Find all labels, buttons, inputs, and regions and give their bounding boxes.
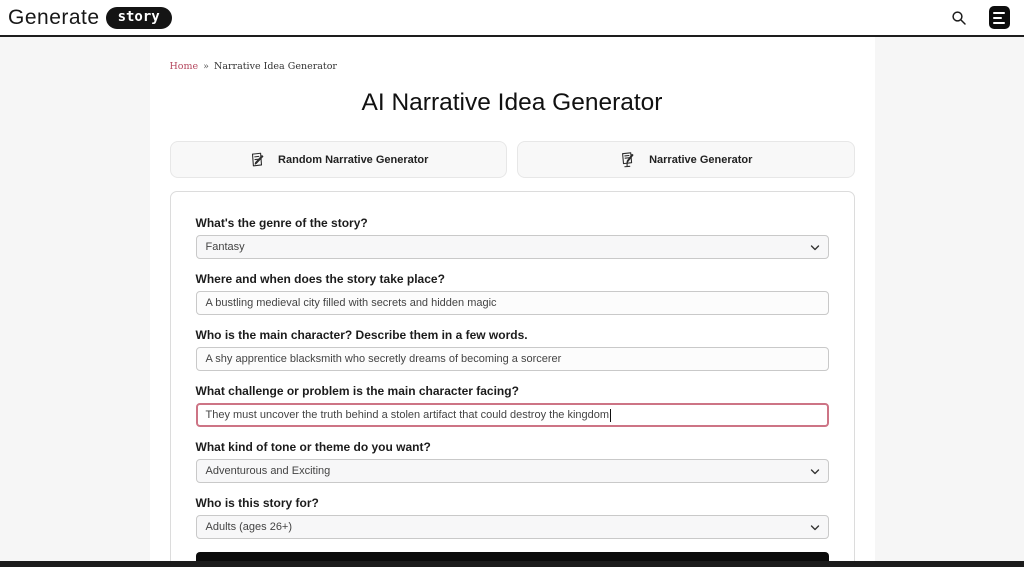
narrative-form <box>170 191 855 567</box>
tab-random-narrative-generator[interactable] <box>170 141 508 178</box>
setting-label: Where and when does the story take place? <box>195 272 445 286</box>
header-actions <box>951 6 1010 29</box>
audience-label: Who is this story for? <box>195 496 319 510</box>
field-character <box>196 328 829 371</box>
site-logo[interactable] <box>8 6 172 30</box>
breadcrumb-home-link[interactable]: Home <box>169 61 199 72</box>
field-challenge <box>196 384 829 427</box>
tab-narrative-generator[interactable] <box>517 141 855 178</box>
search-icon[interactable] <box>951 10 967 26</box>
genre-select-value: Fantasy <box>205 241 245 253</box>
character-label: Who is the main character? Describe them in a few words. <box>195 328 528 342</box>
window-bottom-edge <box>0 561 1024 567</box>
breadcrumb <box>170 61 855 72</box>
page-title: AI Narrative Idea Generator <box>361 89 663 116</box>
document-pen-icon <box>619 151 637 169</box>
genre-select[interactable] <box>196 235 829 259</box>
character-input[interactable] <box>196 347 829 371</box>
challenge-input-value: They must uncover the truth behind a stolen artifact that could destroy the kingdom <box>205 409 610 421</box>
audience-select[interactable] <box>196 515 829 539</box>
generator-tabs <box>170 141 855 178</box>
audience-select-value: Adults (ages 26+) <box>205 521 293 533</box>
field-audience <box>196 496 829 539</box>
logo-story-badge: story <box>106 7 172 29</box>
tone-label: What kind of tone or theme do you want? <box>195 440 431 454</box>
logo-text: Generate <box>8 5 100 29</box>
field-genre <box>196 216 829 259</box>
tone-select[interactable] <box>196 459 829 483</box>
setting-input[interactable] <box>196 291 829 315</box>
tab-label: Narrative Generator <box>649 153 753 166</box>
field-setting <box>196 272 829 315</box>
chevron-down-icon <box>810 523 820 533</box>
field-tone <box>196 440 829 483</box>
genre-label: What's the genre of the story? <box>195 216 368 230</box>
tab-label: Random Narrative Generator <box>278 153 429 166</box>
content-column <box>150 37 875 567</box>
challenge-input[interactable] <box>196 403 829 427</box>
menu-icon[interactable] <box>989 6 1010 29</box>
setting-input-value: A bustling medieval city filled with secrets and hidden magic <box>205 297 497 309</box>
text-cursor <box>610 409 611 422</box>
site-header <box>0 0 1024 37</box>
character-input-value: A shy apprentice blacksmith who secretly dreams of becoming a sorcerer <box>205 353 562 365</box>
breadcrumb-current: Narrative Idea Generator <box>214 61 337 72</box>
note-pencil-icon <box>248 151 266 169</box>
page-background <box>0 37 1024 567</box>
chevron-down-icon <box>810 467 820 477</box>
tone-select-value: Adventurous and Exciting <box>205 465 331 477</box>
challenge-label: What challenge or problem is the main character facing? <box>195 384 519 398</box>
breadcrumb-separator: » <box>203 61 209 72</box>
chevron-down-icon <box>810 243 820 253</box>
